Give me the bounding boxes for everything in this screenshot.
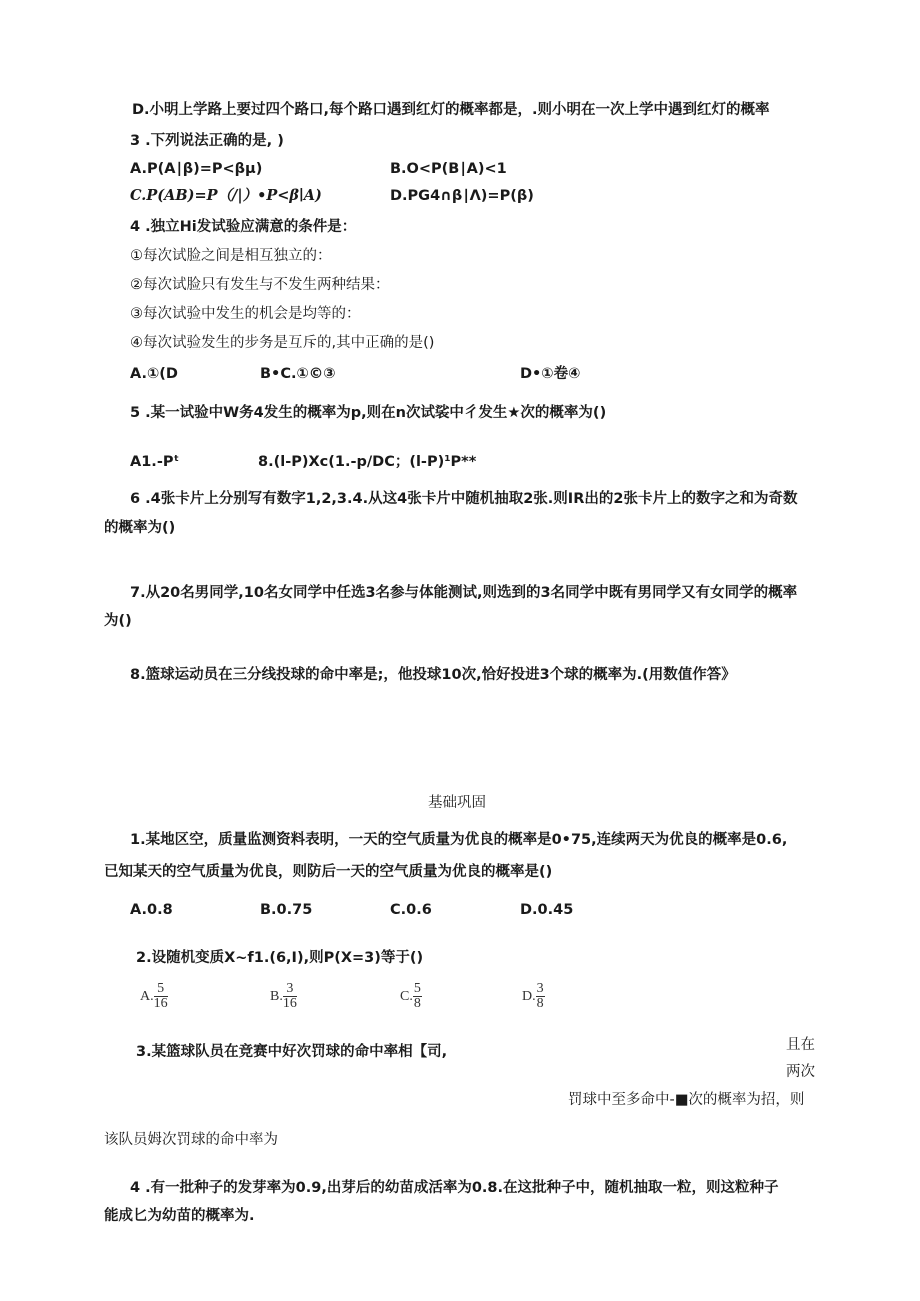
basic-question-3-fragment: 罚球中至多命中-■次的概率为招，则 xyxy=(568,1092,805,1108)
denominator: 8 xyxy=(413,996,421,1011)
numerator: 3 xyxy=(536,981,544,996)
question-4-stem: 4 .独立Hi发试验应满意的条件是： xyxy=(130,219,357,235)
option-label: C. xyxy=(400,988,413,1004)
condition-1: ①每次试脸之间是相互独立的： xyxy=(130,248,332,264)
option-d: D•①卷④ xyxy=(520,366,581,382)
option-label: B. xyxy=(270,988,283,1004)
question-7-stem-cont: 为() xyxy=(104,613,132,629)
numerator: 3 xyxy=(283,982,297,997)
basic-question-1-stem: 1.某地区空，质量监测资料表明，一天的空气质量为优良的概率是0•75,连续两天为优良的概率是0.6, xyxy=(130,832,788,848)
section-title: 基础巩固 xyxy=(428,795,486,811)
question-7-stem: 7.从20名男同学,10名女同学中任选3名参与体能测试,则选到的3名同学中既有男同学又有女同学的概率 xyxy=(130,585,798,601)
numerator: 5 xyxy=(413,981,421,996)
condition-4: ④每次试验发生的步务是互斥的,其中正确的是() xyxy=(130,335,435,351)
denominator: 16 xyxy=(153,996,168,1011)
fraction-option-a xyxy=(140,982,168,1011)
option-c: C.P(AB)=P（/|）•P<β∣A) xyxy=(130,187,322,204)
basic-question-3-fragment: 两次 xyxy=(786,1064,815,1080)
fraction-option-b xyxy=(270,982,297,1011)
fraction-option-c xyxy=(400,982,422,1011)
option-a: A.①(D xyxy=(130,366,178,382)
option-label: A. xyxy=(140,988,154,1004)
question-5-stem: 5 .某一试验中W务4发生的概率为p,则在n次试裟中彳发生★次的概率为() xyxy=(130,405,607,421)
question-8-stem: 8.篮球运动员在三分线投球的命中率是;，他投球10次,恰好投进3个球的概率为.(用数值作答》 xyxy=(130,667,736,683)
question-3-stem: 3 .下列说法正确的是, ) xyxy=(130,133,284,149)
option-b: B.0.75 xyxy=(260,902,313,918)
basic-question-1-stem-cont: 已知某天的空气质量为优良，则防后一天的空气质量为优良的概率是() xyxy=(104,864,553,880)
question-6-stem-cont: 的概率为() xyxy=(104,520,176,536)
fraction-option-d xyxy=(522,982,545,1011)
denominator: 16 xyxy=(282,996,297,1011)
basic-question-3-fragment: 且在 xyxy=(786,1037,815,1053)
basic-question-2-stem: 2.设随机变质X~f1.(6,I),则P(X=3)等于() xyxy=(136,950,424,966)
option-a: A.0.8 xyxy=(130,902,173,918)
option-c: C.0.6 xyxy=(390,902,432,918)
basic-question-3-stem: 3.某篮球队员在竞赛中好次罚球的命中率相【司, xyxy=(136,1044,448,1060)
question-6-stem: 6 .4张卡片上分别写有数字1,2,3.4.从这4张卡片中随机抽取2张.则IR出的2张卡片上的数字之和为奇数 xyxy=(130,491,798,507)
text-line-1: D.小明上学路上要过四个路口,每个路口遇到红灯的概率都是，.则小明在一次上学中遇到红灯的概率 xyxy=(132,102,770,118)
basic-question-3-stem-cont: 该队员姆次罚球的命中率为 xyxy=(104,1132,278,1148)
numerator: 5 xyxy=(154,982,168,997)
option-bc: B•C.①©③ xyxy=(260,366,336,382)
option-d: D.0.45 xyxy=(520,902,574,918)
option-d: D.PG4∩β∣Λ)=P(β) xyxy=(390,188,534,204)
option-b: B.O<P(B∣A)<1 xyxy=(390,161,507,177)
condition-3: ③每次试验中发生的机会是均等的： xyxy=(130,306,361,322)
option-a: A1.-Pᵗ xyxy=(130,454,180,470)
option-b-d: 8.(l-P)Xc(1.-p/DC；(l-P)¹P** xyxy=(258,454,477,470)
basic-question-4-stem-cont: 能成匕为幼苗的概率为. xyxy=(104,1208,255,1224)
option-a: A.P(A∣β)=P<βμ) xyxy=(130,161,263,177)
option-label: D. xyxy=(522,988,536,1004)
condition-2: ②每次试脸只有发生与不发生两种结果： xyxy=(130,277,390,293)
basic-question-4-stem: 4 .有一批种子的发芽率为0.9,出芽后的幼苗成活率为0.8.在这批种子中，随机抽取一粒，则这粒种子 xyxy=(130,1180,779,1196)
denominator: 8 xyxy=(536,996,544,1011)
